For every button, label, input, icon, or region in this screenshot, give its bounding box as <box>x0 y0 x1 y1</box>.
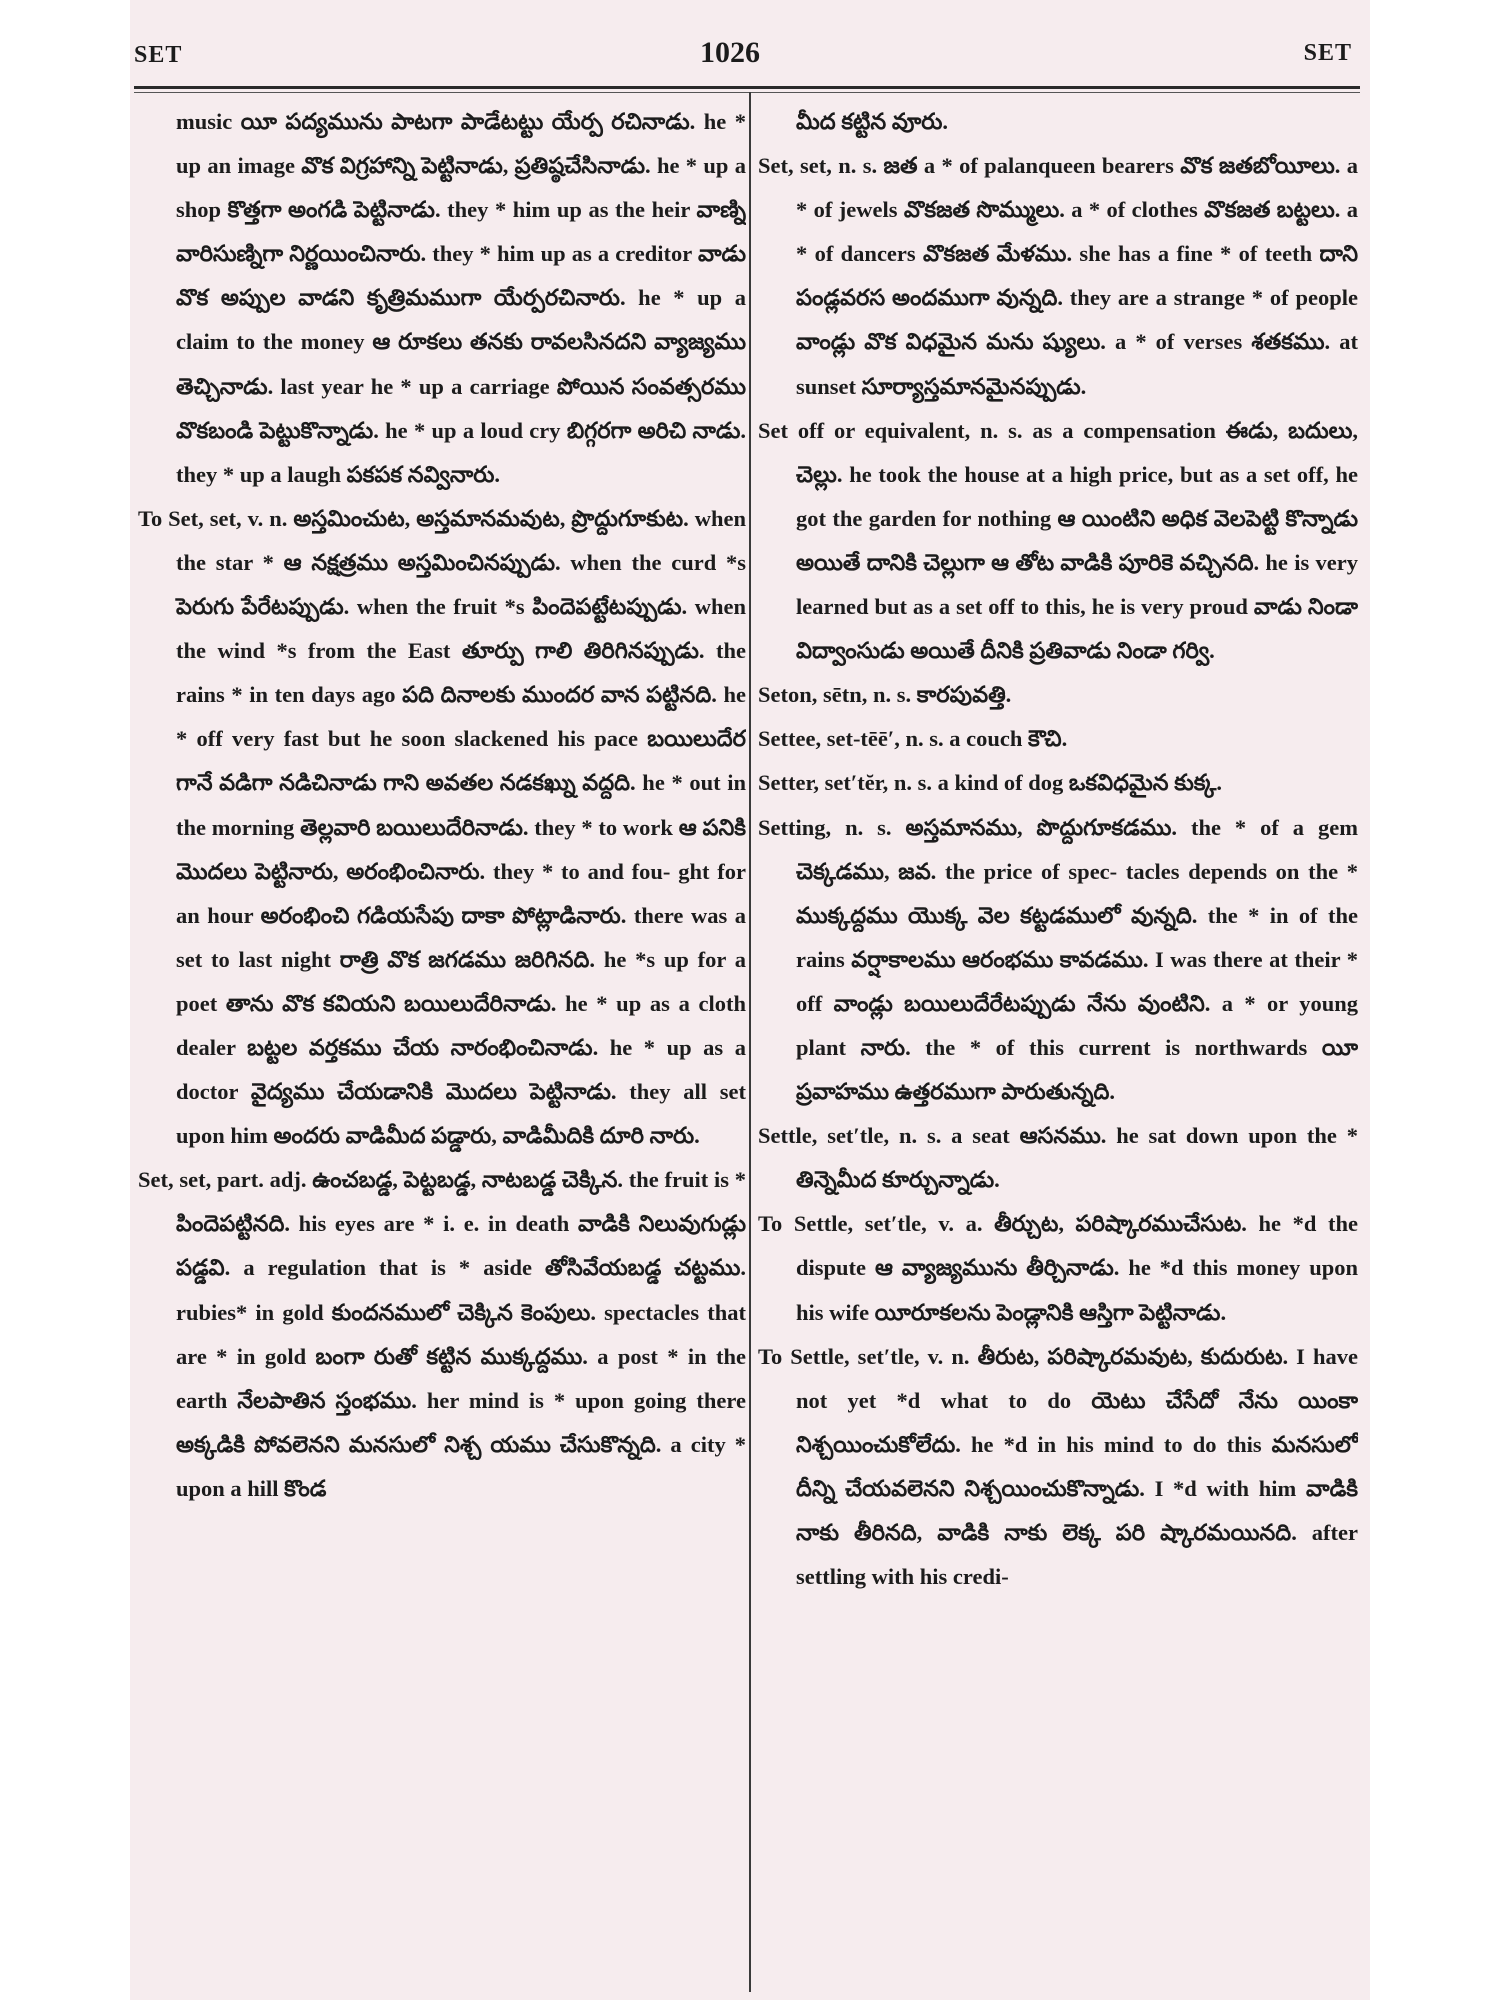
header-right-guide-word: SET <box>1303 40 1352 66</box>
header-rule-thin <box>134 92 1360 93</box>
dictionary-entry: Setting, n. s. అస్తమానము, పొద్దుగూకడము. the * of a gem చెక్కడము, జవ. the price of spec- tacles depends on the * ముక్కద్దము యొక్క వెల కట్టడములో వున్నది. the * in of the rains వర్షాకాలము ఆరంభము కావడము. I was there at their * off వాండ్లు బయిలుదేరేటప్పుడు నేను వుంటిని. a * or young plant నారు. the * of this current is northwards యీ ప్రవాహము ఉత్తరముగా పారుతున్నది. <box>758 814 1358 1105</box>
dictionary-entry: Set, set, n. s. జత a * of palanqueen bearers వొక జతబోయీలు. a * of jewels వొకజత సొమ్ములు. a * of clothes వొకజత బట్టలు. a * of dancers వొకజత మేళము. she has a fine * of teeth దాని పండ్లవరస అందముగా వున్నది. they are a strange * of people వాండ్లు వొక విధమైన మను ష్యులు. a * of verses శతకము. at sunset సూర్యాస్తమానమైనప్పుడు. <box>758 153 1358 399</box>
dictionary-page <box>130 0 1370 2000</box>
dictionary-entry: To Settle, set′tle, v. a. తీర్చుట, పరిష్కారముచేసుట. he *d the dispute ఆ వ్యాజ్యమును తీర్చినాడు. he *d this money upon his wife యీరూకలను పెండ్లానికి ఆస్తిగా పెట్టినాడు. <box>758 1211 1358 1325</box>
right-column <box>758 100 1358 1990</box>
dictionary-entry: Setter, set′tĕr, n. s. a kind of dog ఒకవిధమైన కుక్క. <box>758 770 1222 796</box>
dictionary-entry: Set off or equivalent, n. s. as a compensation ఈడు, బదులు, చెల్లు. he took the house at a high price, but as a set off, he got the garden for nothing ఆ యింటిని అధిక వెలపెట్టి కొన్నాడు అయితే దానికి చెల్లుగా ఆ తోట వాడికి పూరికె వచ్చినది. he is very learned but as a set off to this, he is very proud వాడు నిండా విద్వాంసుడు అయితే దీనికి ప్రతివాడు నిండా గర్వి. <box>758 417 1358 664</box>
dictionary-entry: To Set, set, v. n. అస్తమించుట, అస్తమానమవుట, ప్రొద్దుగూకుట. when the star * ఆ నక్షత్రము అస్తమించినప్పుడు. when the curd *s పెరుగు పేరేటప్పుడు. when the fruit *s పిందెపట్టేటప్పుడు. when the wind *s from the East తూర్పు గాలి తిరిగినప్పుడు. the rains * in ten days ago పది దినాలకు ముందర వాన పట్టినది. he * off very fast but he soon slackened his pace బయిలుదేర గానే వడిగా నడిచినాడు గాని అవతల నడకఖ్ను వద్దది. he * out in the morning తెల్లవారి బయిలుదేరినాడు. they * to work ఆ పనికి మొదలు పెట్టినారు, అరంభించినారు. they * to and fou- ght for an hour అరంభించి గడియసేపు దాకా పోట్లాడినారు. there was a set to last night రాత్రి వొక జగడము జరిగినది. he *s up for a poet తాను వొక కవియని బయిలుదేరినాడు. he * up as a cloth dealer బట్టల వర్తకము చేయ నారంభించినాడు. he * up as a doctor వైద్యము చేయడానికి మొదలు పెట్టినాడు. they all set upon him అందరు వాడిమీద పడ్డారు, వాడిమీదికి దూరి నారు. <box>138 505 746 1149</box>
page-header <box>130 36 1370 76</box>
page-number: 1026 <box>700 36 760 69</box>
header-left-guide-word: SET <box>134 42 183 68</box>
dictionary-entry: Set, set, part. adj. ఉంచబడ్డ, పెట్టబడ్డ, నాటబడ్డ చెక్కిన. the fruit is * పిందెపట్టినది. his eyes are * i. e. in death వాడికి నిలువుగుడ్లు పడ్డవి. a regulation that is * aside తోసివేయబడ్డ చట్టము. rubies* in gold కుందనములో చెక్కిన కెంపులు. spectacles that are * in gold బంగా రుతో కట్టిన ముక్కద్దము. a post * in the earth నేలపాతిన స్తంభము. her mind is * upon going there అక్కడికి పోవలెనని మనసులో నిశ్చ యము చేసుకొన్నది. a city * upon a hill కొండ <box>138 1167 746 1501</box>
column-divider <box>749 92 751 1992</box>
dictionary-entry: Settee, set-tēē′, n. s. a couch కౌచి. <box>758 726 1068 752</box>
left-column <box>138 100 746 1990</box>
dictionary-entry: Settle, set′tle, n. s. a seat ఆసనము. he sat down upon the * తిన్నెమీద కూర్చున్నాడు. <box>758 1123 1358 1193</box>
dictionary-entry: మీద కట్టిన వూరు. <box>796 109 949 134</box>
header-rule <box>134 86 1360 89</box>
dictionary-entry: To Settle, set′tle, v. n. తీరుట, పరిష్కారమవుట, కుదురుట. I have not yet *d what to do యెటు చేసేదో నేను యింకా నిశ్చయించుకోలేదు. he *d in his mind to do this మనసులో దీన్ని చేయవలెనని నిశ్చయించుకొన్నాడు. I *d with him వాడికి నాకు తీరినది, వాడికి నాకు లెక్క పరి ష్కారమయినది. after settling with his credi- <box>758 1343 1358 1590</box>
dictionary-entry: music యీ పద్యమును పాటగా పాడేటట్టు యేర్ప రచినాడు. he * up an image వొక విగ్రహాన్ని పెట్టినాడు, ప్రతిష్ఠచేసినాడు. he * up a shop కొత్తగా అంగడి పెట్టినాడు. they * him up as the heir వాణ్ని వారిసుణ్నిగా నిర్ణయించినారు. they * him up as a creditor వాడు వొక అప్పుల వాడని కృత్రిమముగా యేర్పరచినారు. he * up a claim to the money ఆ రూకలు తనకు రావలసినదని వ్యాజ్యము తెచ్చినాడు. last year he * up a carriage పోయిన సంవత్సరము వొకబండి పెట్టుకొన్నాడు. he * up a loud cry బిగ్గరగా అరిచి నాడు. they * up a laugh పకపక నవ్వినారు. <box>176 109 746 487</box>
dictionary-entry: Seton, sētn, n. s. కారపువత్తి. <box>758 682 1012 708</box>
